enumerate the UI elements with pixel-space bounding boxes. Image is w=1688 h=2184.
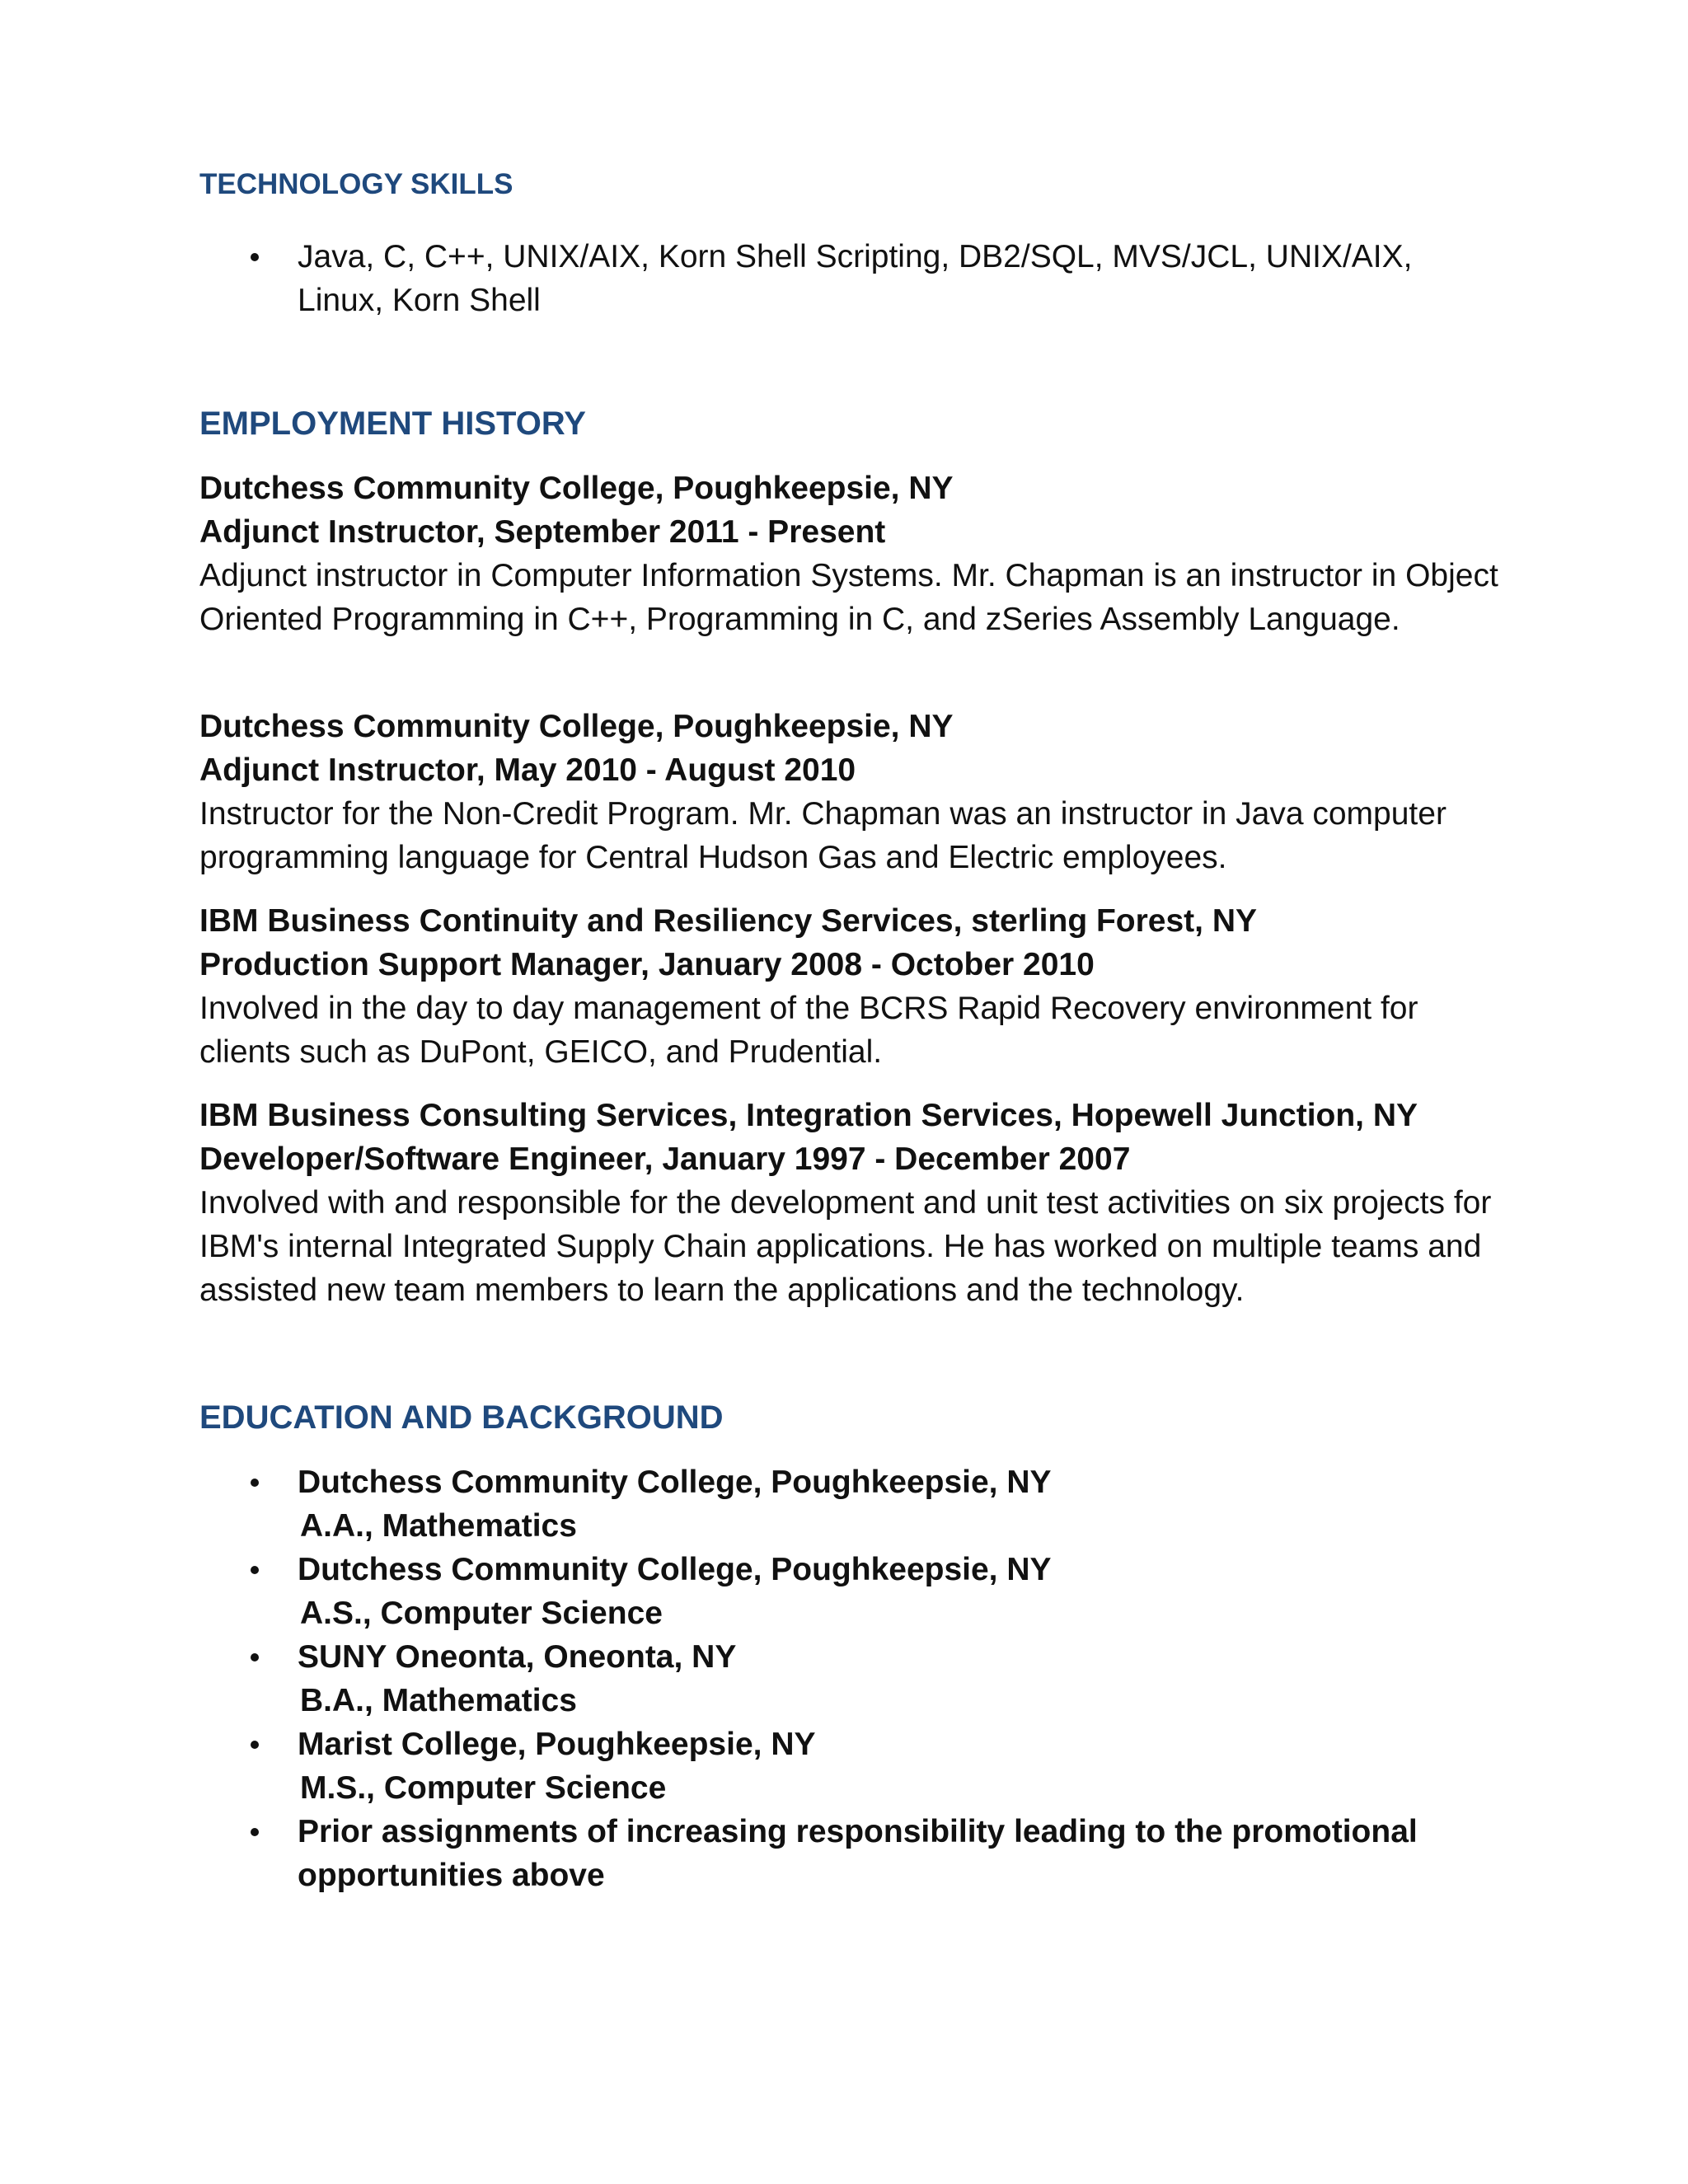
bullet-icon	[251, 1741, 259, 1749]
education-degree: A.S., Computer Science	[300, 1596, 663, 1631]
job-entry	[199, 1094, 1510, 1312]
education-heading: EDUCATION AND BACKGROUND	[199, 1399, 724, 1436]
job-organization: IBM Business Consulting Services, Integration Services, Hopewell Junction, NY	[199, 1098, 1418, 1133]
education-item	[199, 1722, 1510, 1810]
job-description: Adjunct instructor in Computer Information Systems. Mr. Chapman is an instructor in Object Oriented Programming in C++, Programming in C, and zSeries Assembly Language.	[199, 558, 1498, 637]
job-entry	[199, 899, 1510, 1074]
education-item	[199, 1460, 1510, 1548]
job-entry	[199, 705, 1510, 879]
bullet-icon	[251, 1828, 259, 1836]
job-organization: Dutchess Community College, Poughkeepsie, NY	[199, 709, 954, 744]
education-degree: B.A., Mathematics	[300, 1683, 577, 1718]
employment-history-heading: EMPLOYMENT HISTORY	[199, 405, 586, 442]
education-note: Prior assignments of increasing responsibility leading to the promotional opportunities above	[298, 1814, 1418, 1893]
job-title: Production Support Manager, January 2008 - October 2010	[199, 947, 1095, 982]
job-description: Involved in the day to day management of the BCRS Rapid Recovery environment for clients such as DuPont, GEICO, and Prudential.	[199, 991, 1418, 1070]
job-description: Involved with and responsible for the development and unit test activities on six projects for IBM's internal Integrated Supply Chain applications. He has worked on multiple teams and assisted new team members to learn the applications and the technology.	[199, 1185, 1492, 1308]
job-organization: Dutchess Community College, Poughkeepsie, NY	[199, 471, 954, 506]
job-title: Adjunct Instructor, September 2011 - Present	[199, 514, 886, 550]
education-note-item	[199, 1810, 1510, 1897]
education-item	[199, 1635, 1510, 1722]
job-entry	[199, 466, 1510, 641]
job-organization: IBM Business Continuity and Resiliency Services, sterling Forest, NY	[199, 903, 1258, 939]
job-title: Developer/Software Engineer, January 1997 - December 2007	[199, 1141, 1131, 1177]
education-institution: Dutchess Community College, Poughkeepsie, NY	[298, 1465, 1052, 1500]
education-degree: A.A., Mathematics	[300, 1508, 577, 1544]
education-list	[199, 1460, 1510, 1897]
bullet-icon	[251, 1566, 259, 1574]
education-degree: M.S., Computer Science	[300, 1770, 667, 1806]
technology-skills-text: Java, C, C++, UNIX/AIX, Korn Shell Scripting, DB2/SQL, MVS/JCL, UNIX/AIX, Linux, Korn Shell	[298, 239, 1413, 318]
job-title: Adjunct Instructor, May 2010 - August 2010	[199, 752, 856, 788]
technology-skills-list	[199, 235, 1510, 322]
education-institution: SUNY Oneonta, Oneonta, NY	[298, 1639, 737, 1675]
education-institution: Dutchess Community College, Poughkeepsie, NY	[298, 1552, 1052, 1587]
bullet-icon	[251, 1653, 259, 1661]
technology-skills-heading: TECHNOLOGY SKILLS	[199, 168, 513, 200]
technology-skills-item	[199, 235, 1510, 322]
education-institution: Marist College, Poughkeepsie, NY	[298, 1727, 816, 1762]
education-item	[199, 1548, 1510, 1635]
job-description: Instructor for the Non-Credit Program. Mr. Chapman was an instructor in Java computer programming language for Central Hudson Gas and Electric employees.	[199, 796, 1447, 875]
bullet-icon	[251, 1479, 259, 1487]
bullet-icon	[251, 253, 259, 261]
